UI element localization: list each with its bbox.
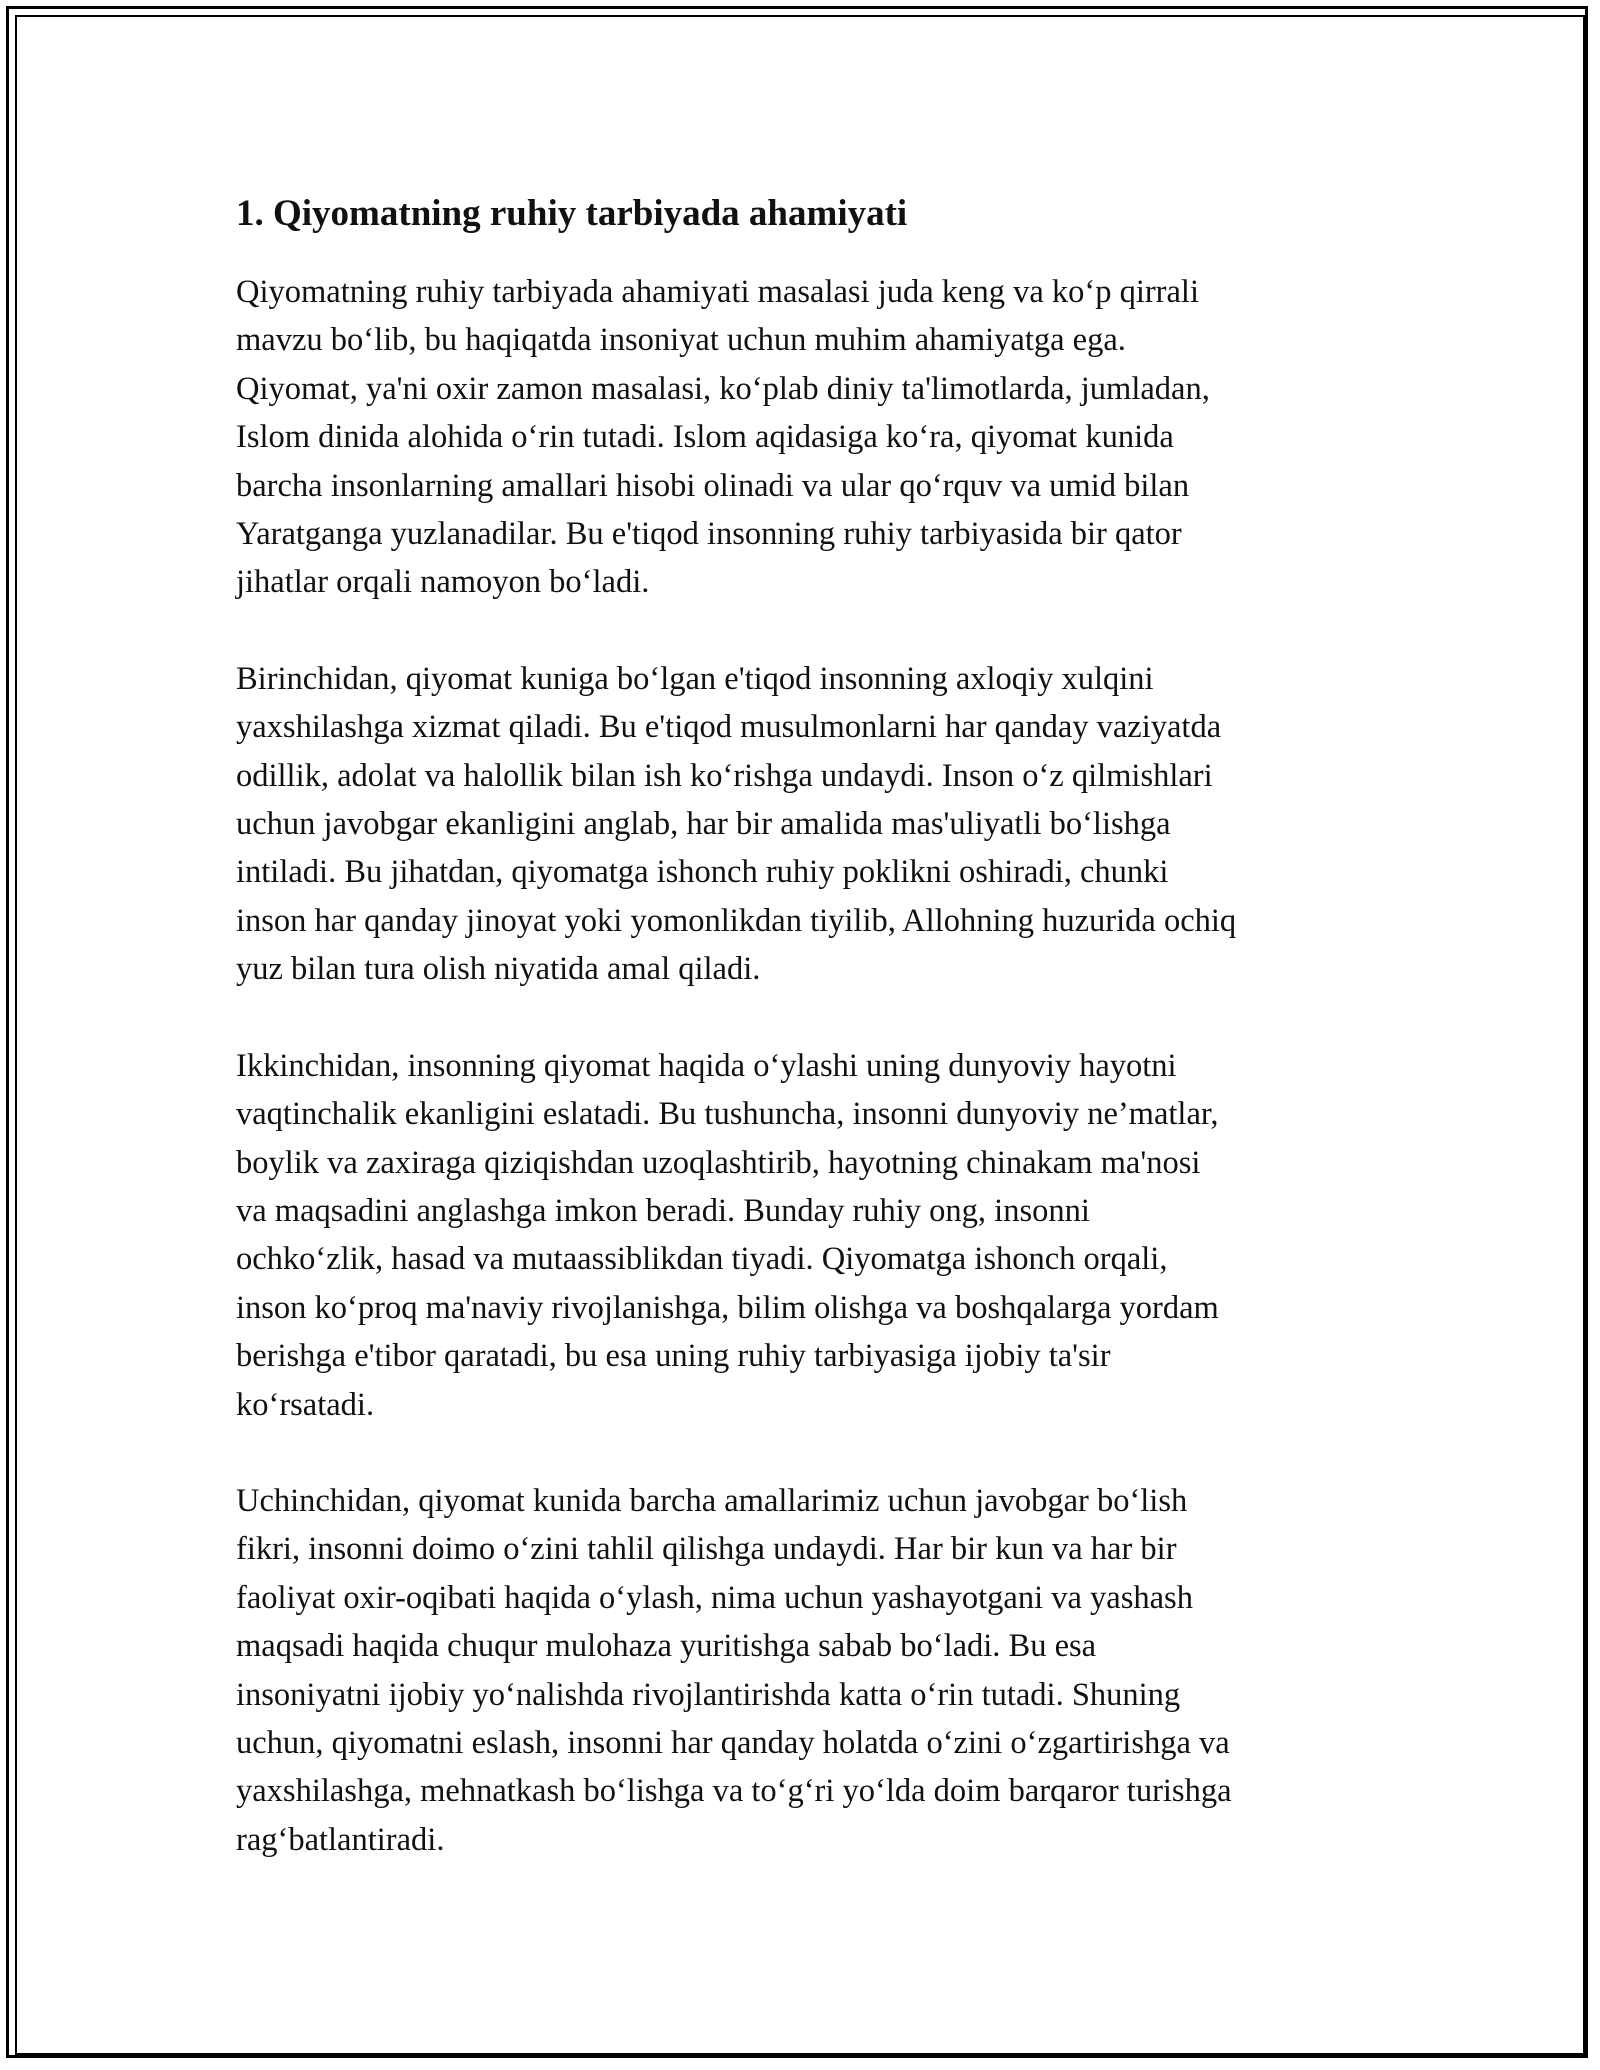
paragraph-third: Uchinchidan, qiyomat kunida barcha amallarimiz uchun javobgar bo‘lish fikri, insonni doimo o‘zini tahlil qilishga undaydi. Har bir kun va har bir faoliyat oxir-oqibati haqida o‘ylash, nima uchun yashayotgani va yashash maqsadi haqida chuqur mulohaza yuritishga sabab bo‘ladi. Bu esa insoniyatni ijobiy yo‘nalishda rivojlantirishda katta o‘rin tutadi. Shuning uchun, qiyomatni eslash, insonni har qanday holatda o‘zini o‘zgartirishga va yaxshilashga, mehnatkash bo‘lishga va to‘g‘ri yo‘lda doim barqaror turishga rag‘batlantiradi. [236,1482,1232,1858]
section-heading: 1. Qiyomatning ruhiy tarbiyada ahamiyati [236,193,908,234]
document-body [236,186,1376,1912]
paragraph-first: Birinchidan, qiyomat kuniga bo‘lgan e'tiqod insonning axloqiy xulqini yaxshilashga xizmat qiladi. Bu e'tiqod musulmonlarni har qanday vaziyatda odillik, adolat va halollik bilan ish ko‘rishga undaydi. Inson o‘z qilmishlari uchun javobgar ekanligini anglab, har bir amalida mas'uliyatli bo‘lishga intiladi. Bu jihatdan, qiyomatga ishonch ruhiy poklikni oshiradi, chunki inson har qanday jinoyat yoki yomonlikdan tiyilib, Allohning huzurida ochiq yuz bilan tura olish niyatida amal qiladi. [236,660,1237,988]
paragraph-second: Ikkinchidan, insonning qiyomat haqida o‘ylashi uning dunyoviy hayotni vaqtinchalik ekanligini eslatadi. Bu tushuncha, insonni dunyoviy ne’matlar, boylik va zaxiraga qiziqishdan uzoqlashtirib, hayotning chinakam ma'nosi va maqsadini anglashga imkon beradi. Bunday ruhiy ong, insonni ochko‘zlik, hasad va mutaassiblikdan tiyadi. Qiyomatga ishonch orqali, inson ko‘proq ma'naviy rivojlanishga, bilim olishga va boshqalarga yordam berishga e'tibor qaratadi, bu esa uning ruhiy tarbiyasiga ijobiy ta'sir ko‘rsatadi. [236,1047,1219,1423]
paragraph-intro: Qiyomatning ruhiy tarbiyada ahamiyati masalasi juda keng va ko‘p qirrali mavzu bo‘lib, bu haqiqatda insoniyat uchun muhim ahamiyatga ega. Qiyomat, ya'ni oxir zamon masalasi, ko‘plab diniy ta'limotlarda, jumladan, Islom dinida alohida o‘rin tutadi. Islom aqidasiga ko‘ra, qiyomat kunida barcha insonlarning amallari hisobi olinadi va ular qo‘rquv va umid bilan Yaratganga yuzlanadilar. Bu e'tiqod insonning ruhiy tarbiyasida bir qator jihatlar orqali namoyon bo‘ladi. [236,274,1210,601]
